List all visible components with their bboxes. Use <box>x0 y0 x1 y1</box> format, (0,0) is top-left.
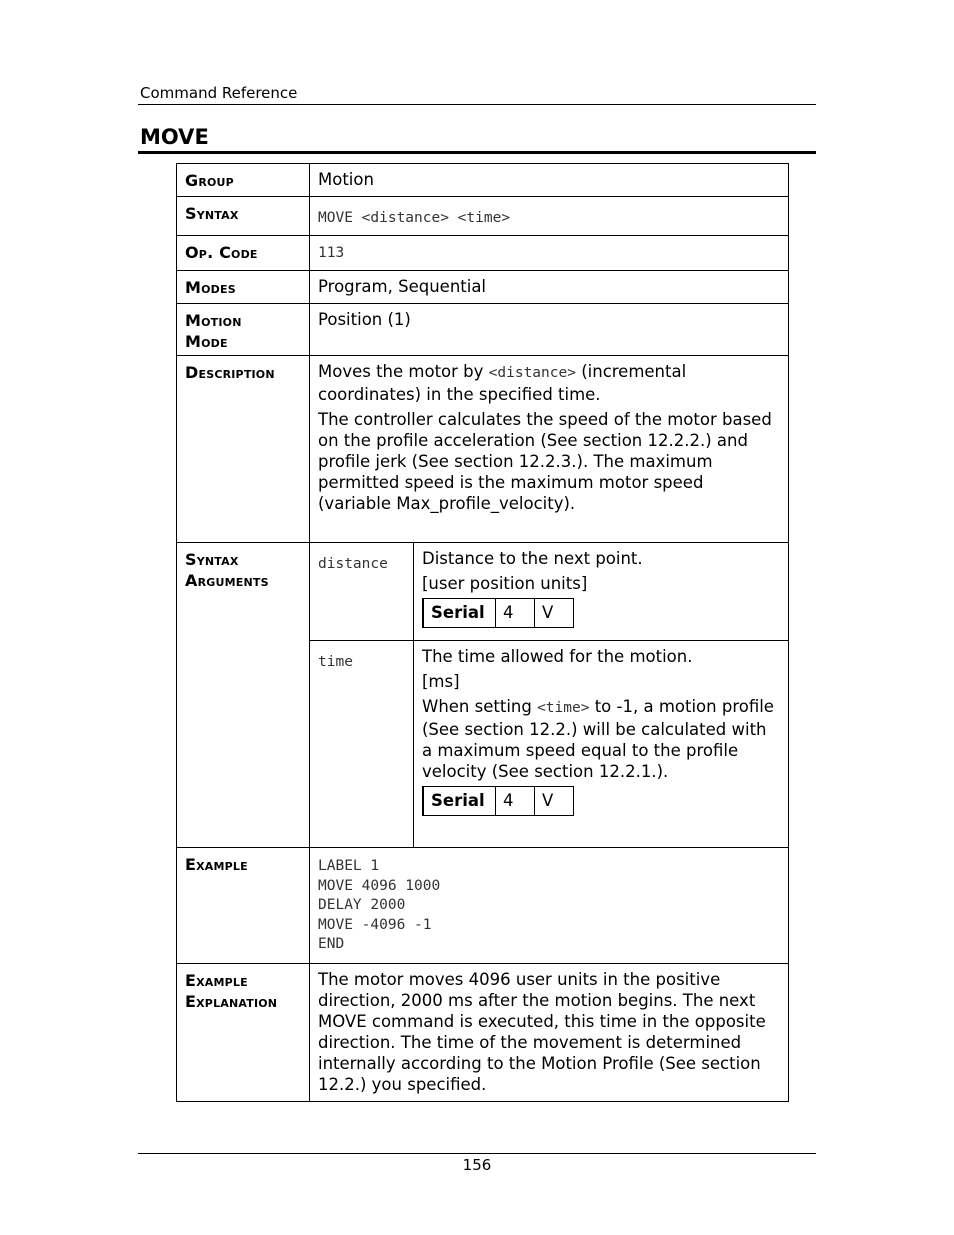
group-value: Motion <box>310 164 789 197</box>
row-motion-mode <box>177 304 789 356</box>
argument-note <box>422 696 780 782</box>
description-value <box>310 356 789 543</box>
code-line: END <box>318 936 345 952</box>
argument-note-text-a: When setting <box>422 696 538 716</box>
argument-type-badge <box>422 598 574 628</box>
argument-name-distance <box>310 543 414 640</box>
argument-units: [ms] <box>422 671 460 691</box>
syntax-value-cell <box>310 197 789 236</box>
badge-type: Serial <box>423 599 496 628</box>
argument-row-time <box>310 640 788 847</box>
syntax-arguments-label-line2: Arguments <box>185 571 269 590</box>
code-line: MOVE 4096 1000 <box>318 877 441 894</box>
description-inline-code: <distance> <box>488 365 576 381</box>
argument-desc-distance <box>414 543 789 640</box>
example-explanation-value: The motor moves 4096 user units in the positive direction, 2000 ms after the motion begins. The next MOVE command is executed, this time in the opposite direction. The time of the movement is determined internally according to the Motion Profile (See section 12.2.) you specified. <box>310 964 789 1102</box>
syntax-label: Syntax <box>177 197 310 236</box>
description-text-a: Moves the motor by <box>318 362 489 381</box>
example-explanation-label-line1: Example <box>185 971 248 990</box>
description-label: Description <box>177 356 310 543</box>
modes-value: Program, Sequential <box>310 271 789 304</box>
row-example <box>177 848 789 964</box>
running-header: Command Reference <box>140 84 298 102</box>
syntax-arguments-label <box>177 543 310 848</box>
badge-flag: V <box>535 786 574 815</box>
motion-mode-label-line2: Mode <box>185 332 228 351</box>
example-code-cell <box>310 848 789 964</box>
code-line: DELAY 2000 <box>318 897 406 913</box>
command-reference-table <box>176 163 789 1102</box>
code-line: MOVE -4096 -1 <box>318 916 432 933</box>
badge-type: Serial <box>423 786 496 815</box>
argument-note-code: <time> <box>537 699 590 716</box>
argument-type-badge <box>422 786 574 816</box>
row-opcode <box>177 236 789 271</box>
row-modes <box>177 271 789 304</box>
argument-name-text: distance <box>318 556 388 572</box>
argument-name-time <box>310 640 414 847</box>
description-paragraph-1 <box>318 361 780 405</box>
badge-size: 4 <box>496 786 535 815</box>
badge-flag: V <box>535 599 574 628</box>
description-paragraph-2: The controller calculates the speed of the motor based on the profile acceleration (See section 12.2.2.) and profile jerk (See section 12.2.3.). The maximum permitted speed is the maximum motor speed (variable Max_profile_velocity). <box>318 410 772 513</box>
description-text-b: (incremental coordinates) in the specified time. <box>318 362 687 404</box>
argument-desc-time <box>414 640 789 847</box>
syntax-arguments-cell <box>310 543 789 848</box>
footer-divider <box>138 1153 816 1154</box>
row-group <box>177 164 789 197</box>
opcode-label: Op. Code <box>177 236 310 271</box>
argument-name-text: time <box>318 653 353 670</box>
argument-row-distance <box>310 543 788 640</box>
argument-description: Distance to the next point. <box>422 549 643 568</box>
arguments-table <box>310 543 788 847</box>
row-example-explanation <box>177 964 789 1102</box>
syntax-arguments-label-line1: Syntax <box>185 550 239 569</box>
example-explanation-label-line2: Explanation <box>185 992 278 1011</box>
modes-label: Modes <box>177 271 310 304</box>
page-number: 156 <box>462 1156 492 1174</box>
opcode-value: 113 <box>318 245 345 261</box>
header-divider <box>138 104 816 105</box>
opcode-value-cell <box>310 236 789 271</box>
row-description <box>177 356 789 543</box>
badge-size: 4 <box>496 599 535 628</box>
row-syntax <box>177 197 789 236</box>
argument-note-text-b: to -1, a motion profile (See section 12.2.) will be calculated with a maximum speed equal to the profile velocity (See section 12.2.1.). <box>422 696 774 781</box>
example-explanation-label <box>177 964 310 1102</box>
motion-mode-value: Position (1) <box>310 304 789 356</box>
argument-description: The time allowed for the motion. <box>422 646 693 666</box>
motion-mode-label-line1: Motion <box>185 311 242 330</box>
example-label: Example <box>177 848 310 964</box>
group-label: Group <box>177 164 310 197</box>
command-title: MOVE <box>140 125 209 149</box>
title-divider <box>138 151 816 154</box>
example-code <box>318 853 780 955</box>
row-syntax-arguments <box>177 543 789 848</box>
code-line: LABEL 1 <box>318 858 380 874</box>
argument-units: [user position units] <box>422 574 588 593</box>
motion-mode-label <box>177 304 310 356</box>
syntax-value: MOVE <distance> <time> <box>318 210 511 226</box>
